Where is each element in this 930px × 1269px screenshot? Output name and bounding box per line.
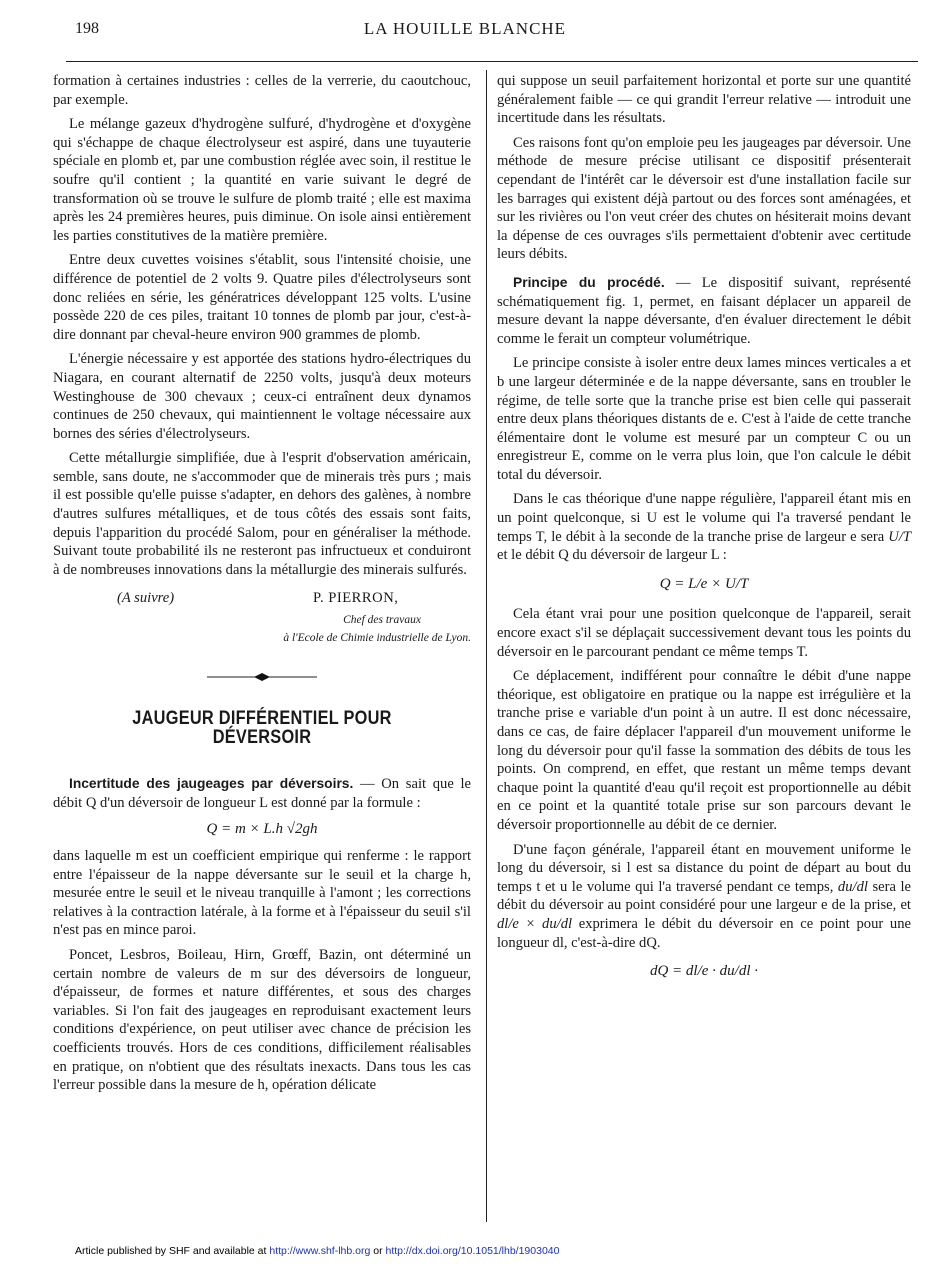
fraction-u-t: U/T <box>888 528 911 545</box>
section-intro-paragraph <box>497 274 911 348</box>
footer <box>75 1245 559 1257</box>
paragraph: Entre deux cuvettes voisines s'établit, sous l'intensité choisie, une différence de potentiel de 2 volts 9. Quatre piles d'électrolyseurs sont donc reliées en série, les génératrices développant 125 volts. L'usine possède 220 de ces piles, traitant 10 tonnes de plomb par jour, c'est-à-dire donnant par cheval-heure environ 900 grammes de plomb. <box>53 252 471 343</box>
formula-debit: Q = m × L.h √2gh <box>206 821 318 838</box>
expression-dl-e-du-dl: dl/e × du/dl <box>497 915 573 932</box>
paragraph: formation à certaines industries : celles de la verrerie, du caoutchouc, par exemple. <box>53 73 471 108</box>
paragraph: Cela étant vrai pour une position quelconque de l'appareil, serait encore exact s'il se déplaçait successivement devant tous les points du déversoir en le parcourant pendant ce même temps T. <box>497 606 911 660</box>
paragraph: qui suppose un seuil parfaitement horizontal et porte sur une quantité généralement faible — ce qui grandit l'erreur relative — introduit une incertitude dans les résultats. <box>497 73 911 127</box>
section-heading: Principe du procédé. <box>513 274 665 290</box>
fraction-du-dl: du/dl <box>837 878 868 895</box>
footer-link-doi[interactable]: http://dx.doi.org/10.1051/lhb/1903040 <box>385 1245 560 1257</box>
author-name: P. PIERRON, <box>313 590 399 607</box>
author-role: Chef des travaux <box>343 614 421 627</box>
section-ornament <box>53 669 471 688</box>
ornament-rule-icon <box>207 672 317 682</box>
paragraph: dans laquelle m est un coefficient empirique qui renferme : le rapport entre l'épaisseur de la nappe déversante sur le seuil et la charge h, mesurée entre le seuil et le niveau tranquille à l'amont ; les corrections relatives à la contraction latérale, à la forme et à l'épaisseur du seuil s'il n'est pas en mince paroi. <box>53 848 471 939</box>
column-divider <box>486 70 487 1222</box>
page-number: 198 <box>75 20 99 37</box>
a-suivre-note: (A suivre) <box>117 590 175 607</box>
left-column <box>53 72 471 1101</box>
paragraph: Cette métallurgie simplifiée, due à l'esprit d'observation américain, semble, sans doute, ne s'accommoder que de minerais très purs ; mais il est possible qu'elle puisse s'adapter, en dehors des galènes, à nombre d'autres sulfures métalliques, et de tous côtés des essais sont faits, depuis l'apparition du procédé Salom, pour en généraliser la méthode. Suivant toute probabilité ils ne resteront pas infructueux et conduiront à de nombreuses innovations dans la métallurgie des minerais sulfurés. <box>53 450 471 578</box>
footer-text: Article published by SHF and available at <box>75 1245 270 1257</box>
footer-or: or <box>370 1245 386 1257</box>
paragraph: Le principe consiste à isoler entre deux lames minces verticales a et b une largeur déterminée e de la nappe déversante, sans en troubler le régime, de telle sorte que la tranche prise est bien celle qui passerait entre deux plans théoriques distants de e. C'est à l'aide de cette tranche élémentaire dont le volume est mesuré par un compteur C ou un enregistreur E, comme on le verra plus loin, que l'on calcule le débit total du déversoir. <box>497 355 911 483</box>
header-rule <box>66 61 918 62</box>
formula-total-debit: Q = L/e × U/T <box>659 575 749 592</box>
section-intro-text: — On sait que le débit Q d'un déversoir de longueur L est donné par la formule : <box>53 776 471 811</box>
footer-link-shf[interactable]: http://www.shf-lhb.org <box>269 1245 371 1257</box>
signature-block <box>53 589 471 665</box>
paragraph: Le mélange gazeux d'hydrogène sulfuré, d'hydrogène et d'oxygène qui s'échappe de chaque électrolyseur est aspiré, dans une tuyauterie spéciale en plomb et, par une combustion réglée avec soin, il restitue le soufre qu'il contient ; la quantité en varie suivant le degré de transformation où se trouve le sulfure de plomb traité ; elle est maxima après les 24 premières heures, puis diminue. On isole ainsi entièrement les parties constitutives de la matière première. <box>53 116 471 244</box>
author-school: à l'Ecole de Chimie industrielle de Lyon. <box>283 632 471 645</box>
paragraph: Poncet, Lesbros, Boileau, Hirn, Grœff, Bazin, ont déterminé un certain nombre de valeurs de m sur des déversoirs de longueur, d'épaisseur, de formes et nature différentes, et sous des charges variables. Si l'on fait des jaugeages en reproduisant exactement leurs conditions d'expérience, on peut utiliser avec chance de précision les coefficients trouvés. Hors de ces conditions, difficilement réalisables en pratique, on n'obtient que des résultats inexacts. Dans tous les cas l'erreur possible dans la mesure de h, opération délicate <box>53 946 471 1094</box>
paragraph: Ces raisons font qu'on emploie peu les jaugeages par déversoir. Une méthode de mesure précise utilisant ce dispositif présenterait cependant de l'intérêt car le déversoir est d'une installation facile sur les barrages qui existent déjà partout ou des forces sont aménagées, et sur les rivières ou l'on veut créer des chutes on hésiterait moins devant la dépense de ces ouvrages s'ils permettaient d'obtenir avec certitude leurs débits. <box>497 134 911 263</box>
running-title: LA HOUILLE BLANCHE <box>363 19 567 38</box>
paragraph: Ce déplacement, indifférent pour connaître le débit d'une nappe théorique, est obligatoire en pratique ou la nappe est irrégulière et la tranche prise e variable d'un point à un autre. Il est donc nécessaire, dans ce cas, de faire déplacer l'appareil d'un mouvement uniforme le long du déversoir pour qu'il fasse la sommation des débits de tous les points. On comprend, en effet, que restant un même temps devant chaque point la quantité d'eau qu'il reçoit est proportionnelle au débit en ce point et la quantité totale prise sur son parcours devant le déversoir proportionnelle au débit de ce dernier. <box>497 668 911 833</box>
paragraph: Dans le cas théorique d'une nappe régulière, l'appareil étant mis en un point quelconque, si U est le volume qui l'a traversé pendant le temps T, le débit à la seconde de la tranche prise de largeur e sera U/T et le débit Q du déversoir de largeur L : <box>497 491 911 564</box>
right-column <box>497 72 911 993</box>
paragraph: D'une façon générale, l'appareil étant en mouvement uniforme le long du déversoir, si l est sa distance du point de départ au bout du temps t et u le volume qui l'a traversé pendant ce temps, du/dl sera le débit du déversoir au point considéré pour une largeur e de la prise, et dl/e × du/dl exprimera le débit du déversoir en ce point pour une longueur dl, c'est-à-dire dQ. <box>497 841 911 951</box>
paragraph: L'énergie nécessaire y est apportée des stations hydro-électriques du Niagara, en courant alternatif de 2250 volts, jusqu'à deux moteurs Westinghouse de 300 chevaux ; ceux-ci entraînent deux dynamos continues de 250 chevaux, qui maintiennent le voltage nécessaire aux bornes des séries d'électrolyseurs. <box>53 351 471 442</box>
section-intro-paragraph <box>53 775 471 812</box>
formula-dq: dQ = dl/e · du/dl · <box>649 963 759 980</box>
article-title: JAUGEUR DIFFÉRENTIEL POUR DÉVERSOIR <box>132 708 392 748</box>
section-heading: Incertitude des jaugeages par déversoirs. <box>69 776 354 792</box>
section-intro-text: — Le dispositif suivant, représenté schématiquement fig. 1, permet, en faisant déplacer un appareil de mesure devant la nappe déversante, d'en évaluer directement le débit comme le ferait un compteur volumétrique. <box>497 274 911 347</box>
